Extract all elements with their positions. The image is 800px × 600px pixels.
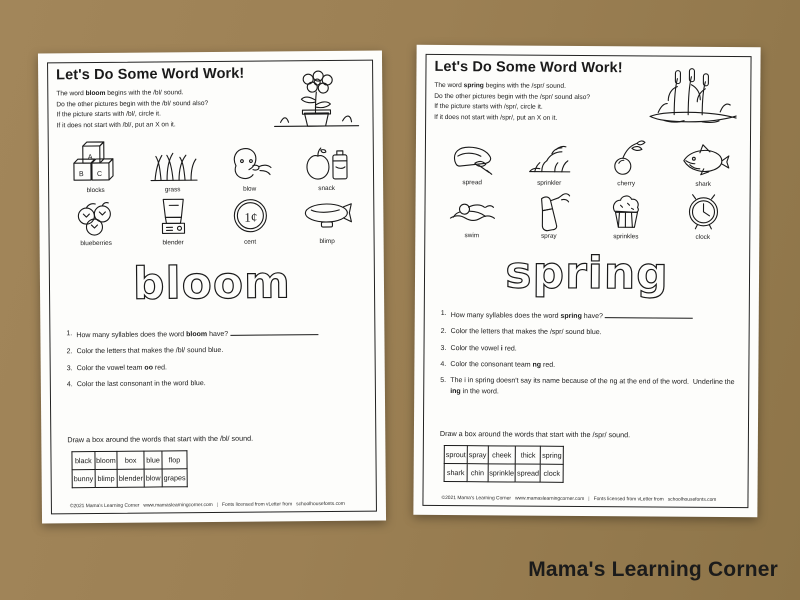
blender-icon xyxy=(145,195,201,237)
picture-label: shark xyxy=(695,180,712,188)
box-instruction: Draw a box around the words that start with the /bl/ sound. xyxy=(67,433,254,445)
question-item xyxy=(440,376,736,400)
hero-illustration-pond-cattails xyxy=(644,64,742,127)
picture-item-swim[interactable] xyxy=(433,188,510,240)
picture-label: sprinkler xyxy=(537,179,562,187)
picture-item-blimp[interactable] xyxy=(288,194,365,246)
instruction-line-3: If the picture starts with /bl/, circle it. xyxy=(56,110,161,119)
focus-word-bloom: bloom xyxy=(132,257,292,310)
picture-item-snack[interactable] xyxy=(288,141,365,193)
question-number: 4. xyxy=(66,381,73,389)
picture-label: grass xyxy=(164,186,181,194)
word-cell[interactable]: sprout xyxy=(444,446,467,464)
alphabet-blocks-icon xyxy=(67,143,123,185)
picture-label: cent xyxy=(244,238,257,246)
picture-label: swim xyxy=(464,232,480,240)
question-list xyxy=(66,327,363,397)
cherry-icon xyxy=(598,136,654,178)
question-number: 1. xyxy=(440,309,447,318)
footer-divider: | xyxy=(216,502,219,508)
question-item xyxy=(441,309,737,324)
instruction-line-2: Do the other pictures begin with the /bl/ sound also? xyxy=(56,99,209,109)
question-item xyxy=(441,327,737,340)
picture-item-blueberries[interactable] xyxy=(57,196,134,248)
table-row xyxy=(72,469,187,488)
question-item xyxy=(440,344,736,357)
table-row xyxy=(444,464,563,483)
word-cell[interactable]: blue xyxy=(144,451,162,469)
question-text: Color the vowel i red. xyxy=(450,344,517,353)
picture-item-shark[interactable] xyxy=(665,137,742,189)
question-number: 1. xyxy=(66,330,73,338)
question-item xyxy=(67,345,363,358)
clock-icon xyxy=(675,190,731,232)
worksheet-page-spring[interactable] xyxy=(413,45,760,517)
question-text: How many syllables does the word bloom have? xyxy=(76,327,362,342)
picture-item-blender[interactable] xyxy=(134,195,211,247)
question-text: Color the vowel team oo red. xyxy=(76,364,168,372)
spray-bottle-icon xyxy=(521,189,577,231)
instruction-line-2: Do the other pictures begin with the /spr/ sound also? xyxy=(434,92,591,101)
blueberries-icon xyxy=(68,196,124,238)
swimmer-icon xyxy=(444,188,500,230)
picture-item-sprinkler[interactable] xyxy=(511,135,588,187)
picture-label: snack xyxy=(318,184,336,193)
instruction-line-1: The word bloom begins with the /bl/ sound. xyxy=(56,89,184,98)
picture-item-blocks[interactable] xyxy=(57,143,134,195)
instruction-line-4: If it does not start with /spr/, put an X on it. xyxy=(434,113,558,122)
question-text: Color the letters that makes the /bl/ sound blue. xyxy=(76,347,224,356)
shark-icon xyxy=(675,137,731,179)
picture-label: sprinkles xyxy=(613,233,639,241)
picture-item-cent[interactable] xyxy=(211,194,288,246)
picture-grid xyxy=(57,141,366,248)
word-cell[interactable]: chin xyxy=(467,464,488,482)
footer-copyright: ©2021 Mama's Learning Corner xyxy=(441,495,512,502)
svg-text:1¢: 1¢ xyxy=(243,209,257,225)
bread-with-spread-icon xyxy=(444,135,500,177)
cupcake-with-sprinkles-icon xyxy=(598,189,654,231)
question-number: 2. xyxy=(440,328,447,336)
word-cell[interactable]: spring xyxy=(541,446,564,464)
instructions-block xyxy=(56,88,261,132)
blimp-icon xyxy=(299,194,355,236)
table-row xyxy=(72,451,187,470)
word-cell[interactable]: blender xyxy=(117,469,144,487)
word-cell[interactable]: thick xyxy=(516,446,541,464)
footer-site: www.mamaslearningcorner.com xyxy=(514,496,585,502)
instruction-line-3: If the picture starts with /spr/, circle it. xyxy=(434,103,543,112)
question-item xyxy=(66,327,362,342)
picture-label: blueberries xyxy=(80,239,112,248)
instruction-line-4: If it does not start with /bl/, put an X on it. xyxy=(56,121,176,130)
word-cell[interactable]: spread xyxy=(515,464,540,482)
question-number: 2. xyxy=(66,348,73,356)
word-cell[interactable]: black xyxy=(72,452,95,470)
question-item xyxy=(67,378,363,391)
word-cell[interactable]: flop xyxy=(162,451,187,469)
question-number: 3. xyxy=(440,344,447,352)
picture-label: blow xyxy=(243,185,257,193)
question-number: 4. xyxy=(440,361,447,369)
footer-fonts: Fonts licensed from vLetter from xyxy=(593,497,664,503)
word-cell[interactable]: bunny xyxy=(72,470,95,488)
apple-and-juice-icon xyxy=(298,141,354,183)
word-cell[interactable]: spray xyxy=(467,446,488,464)
question-item xyxy=(440,360,736,373)
picture-item-sprinkles[interactable] xyxy=(587,189,664,241)
answer-blank[interactable] xyxy=(230,327,318,336)
picture-item-spray[interactable] xyxy=(510,188,587,240)
svg-text:C: C xyxy=(96,170,102,179)
word-cell[interactable]: box xyxy=(117,451,144,469)
question-text: Color the consonant team ng red. xyxy=(450,361,556,369)
word-cell[interactable]: blimp xyxy=(95,469,118,487)
question-number: 5. xyxy=(440,377,447,385)
focus-word-spring: spring xyxy=(505,247,669,300)
footer-fonts: Fonts licensed from vLetter from xyxy=(221,502,293,508)
picture-label: spray xyxy=(540,232,557,240)
lawn-sprinkler-icon xyxy=(521,136,577,178)
svg-text:A: A xyxy=(87,154,93,162)
page-title: Let's Do Some Word Work! xyxy=(56,65,245,84)
question-text: Color the letters that makes the /spr/ sound blue. xyxy=(450,328,602,337)
table-row xyxy=(444,446,563,465)
word-box-table xyxy=(444,445,564,483)
picture-label: blimp xyxy=(319,237,335,246)
picture-label: blender xyxy=(162,239,184,247)
word-cell[interactable]: blow xyxy=(144,469,162,487)
picture-item-clock[interactable] xyxy=(664,190,741,242)
question-text: How many syllables does the word spring have? xyxy=(451,309,737,324)
word-cell[interactable]: cheek xyxy=(488,446,516,464)
picture-label: clock xyxy=(695,233,711,241)
question-item xyxy=(67,361,363,374)
grass-icon xyxy=(144,142,200,184)
footer-divider: | xyxy=(588,497,590,503)
worksheet-page-bloom[interactable] xyxy=(38,51,386,524)
blowing-face-icon xyxy=(221,141,277,183)
word-cell[interactable]: bloom xyxy=(95,451,118,469)
picture-label: blocks xyxy=(86,186,105,195)
picture-item-blow[interactable] xyxy=(211,141,288,193)
word-box-table xyxy=(71,450,187,488)
picture-item-spread[interactable] xyxy=(434,135,511,187)
instruction-line-1: The word spring begins with the /spr/ sound. xyxy=(434,81,566,90)
picture-label: spread xyxy=(462,179,482,187)
picture-item-grass[interactable] xyxy=(134,142,211,194)
word-cell[interactable]: grapes xyxy=(162,469,187,487)
footer-fonts-source: schoolhousefonts.com xyxy=(667,497,717,503)
answer-blank[interactable] xyxy=(605,310,693,319)
picture-grid xyxy=(433,135,742,241)
picture-item-cherry[interactable] xyxy=(588,136,665,188)
question-list xyxy=(440,309,737,406)
footer-copyright: ©2021 Mama's Learning Corner xyxy=(69,503,140,510)
picture-label: cherry xyxy=(617,180,636,188)
hero-illustration-flower-pot xyxy=(266,69,365,132)
svg-text:B: B xyxy=(78,171,84,179)
question-number: 3. xyxy=(66,364,73,372)
footer-fonts-source: schoolhousefonts.com xyxy=(296,501,345,508)
question-text: The i in spring doesn't say its name because of the ng at the end of the word. Underline the ing in the word. xyxy=(450,377,735,396)
page-title: Let's Do Some Word Work! xyxy=(434,58,623,77)
word-cell[interactable]: clock xyxy=(540,464,563,482)
box-instruction: Draw a box around the words that start with the /spr/ sound. xyxy=(439,428,631,440)
footer-site: www.mamaslearningcorner.com xyxy=(143,503,213,509)
instructions-block xyxy=(434,81,639,125)
word-cell[interactable]: shark xyxy=(444,464,467,482)
brand-watermark: Mama's Learning Corner xyxy=(528,558,778,581)
question-text: Color the last consonant in the word blue. xyxy=(76,380,206,389)
word-cell[interactable]: sprinkle xyxy=(488,464,516,482)
one-cent-coin-icon xyxy=(222,194,278,236)
